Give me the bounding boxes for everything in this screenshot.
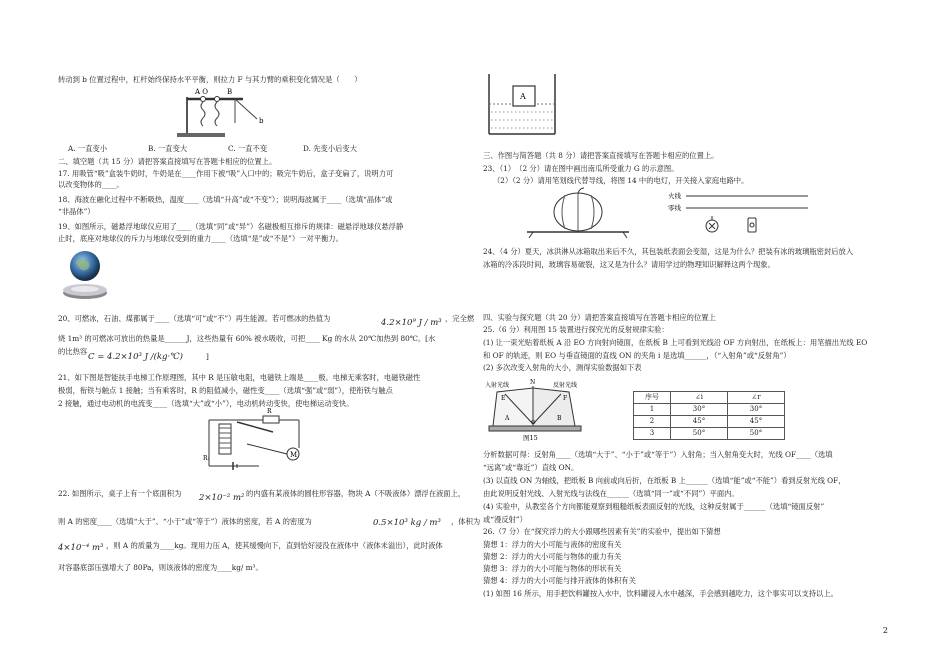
q22-area: 2×10⁻² m² <box>199 493 245 503</box>
q22-volume: 4×10⁻⁴ m³ <box>58 543 104 553</box>
guess-2: 猜想 2：浮力的大小可能与物体的重力有关 <box>483 552 622 561</box>
reflection-figure-15 <box>483 378 593 442</box>
q22-line4: 对容器底部压强增大了 80Pa，则该液体的密度为____kg/ m³。 <box>58 563 263 572</box>
q25-part2: (2) 多次改变入射角的大小，测得实验数据如下表 <box>483 363 642 372</box>
q25-part1-line2: 和 OF 的轨迹，则 EO 与垂直镜面的直线 ON 的夹角 i 是选填______，（“入射角”或“反射角”） <box>483 351 791 360</box>
q16-option-c: C. 一直不变 <box>228 144 268 153</box>
block-a-label: A <box>520 92 526 101</box>
q18-line1: 18、海波在融化过程中不断吸热，温度____（选填“升高”或“不变”）；说明海波属于____（选填“晶体”或 <box>58 195 393 204</box>
table-row <box>634 416 785 428</box>
q23-part2: （2）（2 分）请用笔划线代替导线，将图 14 中的电灯，开关接入家庭电路中。 <box>493 176 749 185</box>
fig15-n: N <box>530 379 536 386</box>
lever-figure <box>173 85 293 141</box>
q25-intro: 25.（6 分）利用图 15 装置进行探究光的反射规律实验： <box>483 325 669 334</box>
table-row <box>634 428 785 440</box>
q25-analysis-line2: “远离”或“靠近”）直线 ON。 <box>483 463 579 472</box>
q16-option-d: D. 先变小后变大 <box>303 144 358 153</box>
table-header-cell: ∠i <box>671 392 728 404</box>
fig15-o: O <box>531 420 536 426</box>
table-cell: 30° <box>671 404 728 416</box>
q25-analysis-line1: 分析数据可得：反射角____（选填“大于”、“小于”或“等于”）入射角；当入射角变大时，光线 OF____（选填 <box>483 450 833 459</box>
svg-text:M: M <box>290 451 298 459</box>
q18-line2: “非晶体”） <box>58 207 95 216</box>
q21-line2: 极弱，衔铁与触点 1 接触；当有乘客时，R 的阻值减小，磁性变____（选填“强”或“弱”），使衔铁与触点 <box>58 386 393 395</box>
q26-intro: 26.（7 分）在“探究浮力的大小跟哪些因素有关”的实验中，提出如下猜想 <box>483 527 721 536</box>
q25-part4-line1: (4) 实验中，从教室各个方向都能观察到粗糙纸板表面反射的光线，这种反射属于______（选填“镜面反射” <box>483 502 825 511</box>
guess-1: 猜想 1：浮力的大小可能与液体的密度有关 <box>483 540 622 549</box>
q25-part3-line2: 由此说明反射光线、入射光线与法线在______（选填“同一”或“不同”）平面内。 <box>483 489 739 498</box>
q25-part1-line1: (1) 让一束光贴着纸板 A 沿 EO 方向射向镜面，在纸板 B 上可看到光线沿 OF 方向射出，在纸板上：用笔描出光线 EO <box>483 338 868 347</box>
q16-option-b: B. 一直变大 <box>148 144 188 153</box>
q24-line2: 冰箱的冷冻段时间，玻璃容易破裂，这又是为什么？请用学过的物理知识解释这两个现象。 <box>483 260 775 269</box>
table-header-cell: 序号 <box>634 392 671 404</box>
q22-density: 0.5×10³ kg / m³ <box>373 518 441 528</box>
section4-title: 四、实验与探究题（共 20 分）请把答案直接填写在答题卡相应的位置上 <box>483 313 716 322</box>
table-header-row <box>634 392 785 404</box>
live-wire-label: 火线 <box>668 192 681 200</box>
guess-3: 猜想 3：浮力的大小可能与物体的形状有关 <box>483 564 622 573</box>
incident-ray-label: 入射光线 <box>485 382 510 389</box>
fig15-caption: 图15 <box>523 434 538 442</box>
table-cell: 50° <box>728 428 785 440</box>
fig15-b: B <box>557 415 562 422</box>
q25-part4-line2: 或“漫反射”） <box>483 515 527 524</box>
section3-title: 三、作图与简答题（共 8 分）请把答案直接填写在答题卡相应的位置上。 <box>483 151 719 160</box>
table-cell: 50° <box>671 428 728 440</box>
q26-part1: (1) 如图 16 所示，用手把饮料罐按入水中，饮料罐浸入水中越深，手会感到越吃力，这个事实可以支持以上。 <box>483 589 838 598</box>
q16-tail: 转动到 b 位置过程中，杠杆始终保持水平平衡，则拉力 F 与其力臂的乘积变化情况是（ ） <box>58 75 362 84</box>
table-header-cell: ∠r <box>728 392 785 404</box>
fig15-a: A <box>505 415 510 422</box>
q17-line2: 以改变物体的____。 <box>58 180 124 189</box>
reflection-data-table <box>633 391 785 440</box>
levitating-globe-figure <box>58 248 114 306</box>
elevator-circuit-figure <box>203 408 313 474</box>
q20-specific-heat: C = 4.2×10³ J /(kg·℃) <box>88 352 184 362</box>
neutral-wire-label: 零线 <box>668 204 681 212</box>
q22-line1-end: 的内盛有某液体的圆柱形容器，物块 A（不吸液体）漂浮在液面上， <box>246 489 466 498</box>
q19-line1: 19、如图所示，磁悬浮地球仪应用了____（选填“同”或“异”）名磁极相互排斥的规律：磁悬浮地球仪悬浮静 <box>58 222 404 231</box>
page-number: 2 <box>882 626 888 635</box>
q20-bracket: ] <box>206 352 209 361</box>
svg-text:B: B <box>227 88 233 96</box>
svg-text:A O: A O <box>195 88 209 96</box>
table-cell: 2 <box>634 416 671 428</box>
q20-line2: 烧 1m³ 的可燃冰可放出的热量是______J，这些热量有 60% 被水吸收，可把____ Kg 的水从 20℃加热到 80℃。[水 <box>58 334 436 343</box>
table-cell: 1 <box>634 404 671 416</box>
container-block-figure <box>487 70 559 138</box>
q22-line2-start: 则 A 的密度____（选填“大于”、“小于”或“等于”）液体的密度，若 A 的密度为 <box>58 517 312 526</box>
q21-line1: 21、如下图是智能扶手电梯工作原理图，其中 R 是压敏电阻，电磁铁上端是____极。电梯无乘客时，电磁铁磁性 <box>58 373 421 382</box>
q25-part3-line1: (3) 以直线 ON 为轴线，把纸板 B 向前或向后折，在纸板 B 上______（选填“能”或“不能”）看到反射光线 OF， <box>483 476 846 485</box>
q20-line1: 20、可燃冰，石油、煤都属于____（选填“可”或“不”）再生能源。若可燃冰的热值为 <box>58 314 331 323</box>
q20-line3: 的比热容 <box>58 347 88 356</box>
table-cell: 45° <box>671 416 728 428</box>
fig15-e: E <box>501 395 506 402</box>
q19-line2: 止时，底座对地球仪的斥力与地球仪受到的重力____（选填“是”或“不是”）一对平衡力。 <box>58 234 343 243</box>
q17-line1: 17. 用吸管“吸”盒装牛奶时，牛奶是在____作用下被“吸”入口中的；吸完牛奶后，盒子变扁了，说明力可 <box>58 169 394 178</box>
q16-option-a: A. 一直变小 <box>68 144 108 153</box>
guess-4: 猜想 4：浮力的大小可能与排开液体的体积有关 <box>483 576 636 585</box>
household-circuit-figure <box>668 188 813 240</box>
reflected-ray-label: 反射光线 <box>553 382 578 389</box>
svg-text:b: b <box>259 117 264 125</box>
svg-text:R: R <box>267 408 272 415</box>
table-cell: 3 <box>634 428 671 440</box>
table-row <box>634 404 785 416</box>
q22-line1-start: 22. 如图所示，桌子上有一个底面积为 <box>58 489 182 498</box>
q22-line2-end: ，体积为 <box>451 517 481 526</box>
svg-text:R₁: R₁ <box>203 455 210 462</box>
q20-heat-value: 4.2×10⁹ J / m³ <box>381 318 442 328</box>
q20-line1-end: ，完全燃 <box>445 314 475 323</box>
fig15-f: F <box>563 395 568 402</box>
table-cell: 45° <box>728 416 785 428</box>
q22-line3: ，则 A 的质量为____kg。现用力压 A，使其缓慢向下，直到恰好浸没在液体中（液体未溢出），此时液体 <box>106 541 443 550</box>
table-cell: 30° <box>728 404 785 416</box>
pumpkin-figure <box>523 188 633 238</box>
q23-part1: 23、（1） （2 分）请在图中画出南瓜所受重力 G 的示意图。 <box>483 164 679 173</box>
section2-title: 二、填空题（共 15 分）请把答案直接填写在答题卡相应的位置上。 <box>58 157 277 166</box>
q21-line3: 2 接触，通过电动机的电流变____（选填“大”或“小”），电动机转动变快，使电梯运动变快。 <box>58 399 354 408</box>
q24-line1: 24、（4 分）夏天，冰洪淋从冰箱取出来后不久，其包装纸表面会变湿，这是为什么？把装有冰的玻璃瓶密封后放入 <box>483 247 854 256</box>
